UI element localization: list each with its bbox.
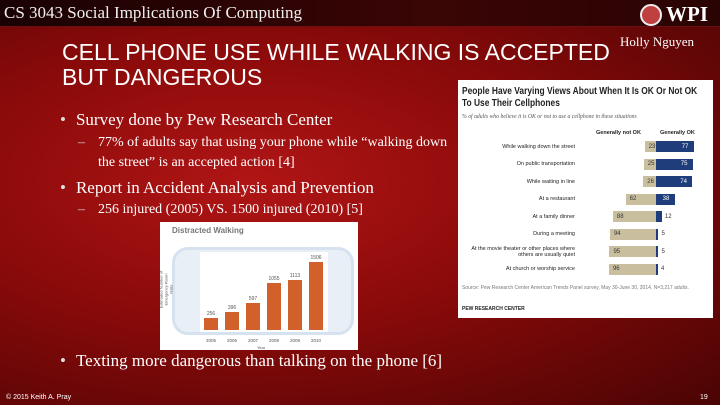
bullet: • Texting more dangerous than talking on the phone [6] <box>60 351 442 371</box>
bullet: • Report in Accident Analysis and Prevention <box>60 178 374 198</box>
x-tick: 2006 <box>226 338 237 343</box>
value-ok: 75 <box>680 161 688 167</box>
value-ok: 4 <box>660 266 665 272</box>
x-tick: 2005 <box>205 338 216 343</box>
bar-ok <box>656 246 658 257</box>
sub-bullet <box>78 133 456 173</box>
row-label: During a meeting <box>533 231 575 237</box>
sub-bullet <box>78 200 456 220</box>
chart-source: Source: Pew Research Center American Trends Panel survey, May 30-June 30, 2014. N=3,217 adults. <box>462 285 689 291</box>
value-not-ok: 95 <box>613 248 621 255</box>
wpi-logo <box>640 2 708 27</box>
bar-value: 1506 <box>310 255 322 262</box>
sub-bullet-text: – 77% of adults say that using your phone while “walking down the street” is an accepted action [4] <box>98 135 448 170</box>
logo-text: WPI <box>666 2 708 26</box>
chart-title: People Have Varying Views About When It Is OK Or Not OK To Use Their Cellphones <box>462 85 698 109</box>
value-ok: 12 <box>664 213 672 220</box>
bar-ok <box>656 229 658 240</box>
value-not-ok: 94 <box>613 231 621 237</box>
x-tick: 2007 <box>247 338 258 343</box>
copyright: © 2015 Keith A. Pray <box>6 394 72 401</box>
distracted-walking-chart <box>160 222 358 350</box>
bar-value: 396 <box>227 305 237 312</box>
value-not-ok: 25 <box>647 161 655 167</box>
y-axis-label: Estimated Number of Emergency Room Visits <box>158 270 174 309</box>
bar-value: 256 <box>206 311 216 318</box>
row-label: At church or worship service <box>505 266 575 272</box>
bar <box>246 303 260 330</box>
sub-bullet-text: – 256 injured (2005) VS. 1500 injured (2010) [5] <box>98 202 363 217</box>
bar-value: 1113 <box>289 272 301 279</box>
value-ok: 5 <box>661 231 665 237</box>
value-ok: 5 <box>661 248 665 255</box>
chart-subtitle: % of adults who believe it is OK or not to use a cellphone in these situations <box>462 113 637 120</box>
pew-chart <box>458 80 713 318</box>
value-ok: 38 <box>662 196 670 202</box>
bar-value: 597 <box>248 296 258 303</box>
row-label: While waiting in line <box>526 178 575 185</box>
value-not-ok: 88 <box>616 213 624 220</box>
row-label: On public transportation <box>516 161 575 167</box>
value-ok: 77 <box>681 143 689 150</box>
chart-org: PEW RESEARCH CENTER <box>462 306 525 312</box>
legend-not-ok: Generally not OK <box>596 130 641 136</box>
bar-ok <box>656 264 658 275</box>
row-label: At a family dinner <box>532 213 575 220</box>
x-axis-label: Year <box>257 345 266 350</box>
page-number: 19 <box>700 394 708 401</box>
row-label: At the movie theater or other places where others are usually quiet <box>471 245 575 258</box>
bar <box>288 280 302 330</box>
row-label: While walking down the street <box>502 143 575 150</box>
bar <box>267 283 281 330</box>
row-label: At a restaurant <box>538 196 575 202</box>
legend-ok: Generally OK <box>660 130 695 136</box>
slide-title: CELL PHONE USE WHILE WALKING IS ACCEPTED BUT DANGEROUS <box>62 39 610 90</box>
value-ok: 74 <box>680 178 687 185</box>
bar <box>204 318 218 330</box>
bar <box>225 312 239 330</box>
value-not-ok: 62 <box>629 196 637 202</box>
bullet: • Survey done by Pew Research Center <box>60 110 332 130</box>
header-bar <box>0 0 720 27</box>
author: Holly Nguyen <box>620 34 695 49</box>
seal-icon <box>640 4 662 26</box>
x-tick: 2009 <box>289 338 300 343</box>
value-not-ok: 26 <box>647 178 654 185</box>
chart-title: Distracted Walking <box>172 226 244 235</box>
value-not-ok: 96 <box>612 266 620 272</box>
x-tick: 2010 <box>310 338 321 343</box>
value-not-ok: 23 <box>648 143 656 150</box>
bar <box>309 262 323 330</box>
bar-value: 1055 <box>268 275 280 282</box>
course-title: CS 3043 Social Implications Of Computing <box>4 3 302 22</box>
x-tick: 2008 <box>268 338 279 343</box>
bar-ok <box>656 211 662 222</box>
